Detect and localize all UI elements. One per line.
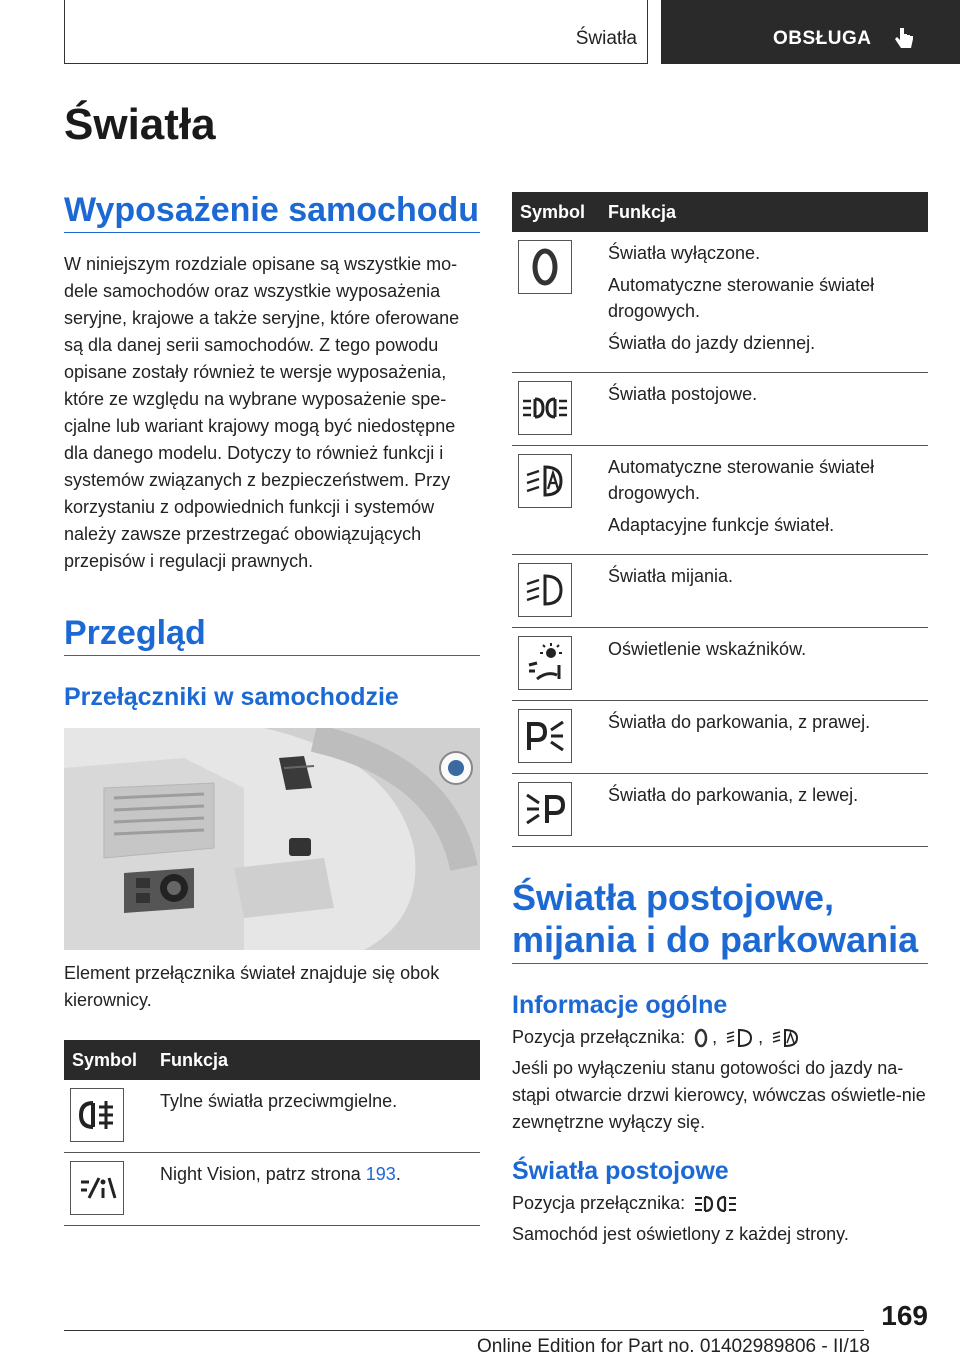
zero-switch-icon	[693, 1027, 709, 1049]
parking-right-icon	[518, 709, 572, 763]
heading-parking-lights: Światła postojowe	[512, 1157, 729, 1185]
heading-overview: Przegląd	[64, 613, 480, 656]
right-column	[512, 192, 928, 1248]
col-symbol-header: Symbol	[64, 1040, 154, 1080]
header-chapter-box	[661, 0, 960, 64]
night-vision-icon	[70, 1161, 124, 1215]
dashboard-illustration	[64, 728, 480, 950]
page-title: Światła	[64, 100, 216, 149]
col-function-header: Funkcja	[602, 192, 928, 232]
dashboard-photo	[64, 728, 480, 950]
switch-caption: Element przełącznika świateł znajduje się obok kierownicy.	[64, 963, 440, 1010]
pointing-hand-icon	[893, 26, 915, 52]
table-row: Światła do parkowania, z lewej.	[512, 774, 928, 847]
rear-fog-text: Tylne światła przeciwmgielne.	[160, 1091, 398, 1111]
left-column	[64, 190, 480, 1226]
rear-fog-light-icon	[70, 1088, 124, 1142]
equipment-text: W niniejszym rozdziale opisane są wszystkie mo-dele samochodów oraz wszystkie wyposażenia seryjne, krajowe a także seryjne, które oferowane są dla danej serii samochodów. Z tego powodu opisane zostały również te wersje wyposażenia, które ze względu na wybrane wyposażenie spe-cjalne lub wariant krajowy mogą być niedostępne dla danego modelu. Dotyczy to również funkcji i systemów związanych z bezpieczeństwem. Przy korzystaniu z odpowiednich funkcji i systemów należy zawsze przestrzegać obowiązujących przepisów i regulacji prawnych.	[64, 254, 460, 571]
auto-headlight-switch-icon	[771, 1027, 801, 1049]
parking-lights-icon	[518, 381, 572, 435]
col-function-header: Funkcja	[154, 1040, 480, 1080]
auto-headlight-icon	[518, 454, 572, 508]
page-link-193[interactable]: 193	[365, 1164, 396, 1184]
heading-equipment: Wyposażenie samochodu	[64, 190, 480, 233]
page-number: 169	[881, 1300, 928, 1331]
col-symbol-header: Symbol	[512, 192, 602, 232]
low-beam-switch-icon	[725, 1027, 755, 1049]
instrument-lighting-icon	[518, 636, 572, 690]
general-text: Jeśli po wyłączeniu stanu gotowości do jazdy na-stąpi otwarcie drzwi kierowcy, wówczas oświetle-nie zewnętrzne wyłączy się.	[512, 1058, 926, 1132]
table-row: Automatyczne sterowanie świateł drogowych. Adaptacyjne funkcje świateł.	[512, 446, 928, 555]
right-symbol-table	[512, 192, 928, 847]
heading-switches: Przełączniki w samochodzie	[64, 683, 399, 711]
parking-text: Samochód jest oświetlony z każdej strony.	[512, 1224, 849, 1244]
parking-left-icon	[518, 782, 572, 836]
table-row: Światła mijania.	[512, 555, 928, 628]
general-position-line: Pozycja przełącznika: , ,	[512, 1024, 928, 1051]
table-row: Światła postojowe.	[512, 373, 928, 446]
parking-lights-switch-icon	[693, 1193, 739, 1215]
night-vision-text: Night Vision, patrz strona 193.	[160, 1164, 401, 1184]
table-row: Światła wyłączone. Automatyczne sterowanie świateł drogowych. Światła do jazdy dziennej.	[512, 232, 928, 373]
table-row: Oświetlenie wskaźników.	[512, 628, 928, 701]
table-row: Światła do parkowania, z prawej.	[512, 701, 928, 774]
heading-lights-section: Światła postojowe, mijania i do parkowania	[512, 877, 928, 964]
table-row	[64, 1153, 480, 1226]
low-beam-icon	[518, 563, 572, 617]
lights-off-zero-icon	[518, 240, 572, 294]
header-section-title: Światła	[575, 28, 637, 49]
left-symbol-table	[64, 1040, 480, 1226]
heading-general-info: Informacje ogólne	[512, 991, 728, 1019]
header-chapter-title: OBSŁUGA	[773, 28, 872, 49]
parking-position-line: Pozycja przełącznika:	[512, 1190, 928, 1217]
footer-divider	[64, 1330, 864, 1331]
table-row	[64, 1080, 480, 1153]
header-section-box	[64, 0, 648, 64]
footer-edition: Online Edition for Part no. 01402989806 - II/18	[477, 1336, 870, 1357]
